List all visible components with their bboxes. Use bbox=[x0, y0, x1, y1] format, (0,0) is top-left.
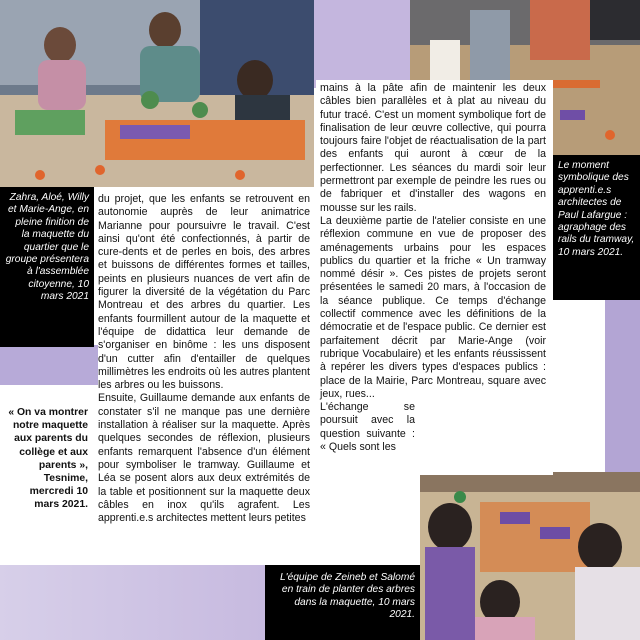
purple-band-bottom bbox=[0, 565, 280, 640]
paragraph: La deuxième partie de l'atelier consiste en une réflexion commune en vue de proposer des aménagements urbains pour les espaces publics du quartier et la friche « Un tramway nommé désir ». Ces pistes de projets seront présentées le samedi 20 mars, à l'occasion de la séance publique. Ce temps d'échange collectif commence avec les définitions de la démocratie et de l'espace public. Ce dernier est parfaitement décrit par Marie-Ange (voir rubrique Vocabulaire) et les enfants réussissent à repérer les divers types d'espaces publics : place de la Mairie, Parc Montreau, square avec jeux, rues... bbox=[320, 214, 546, 400]
pull-quote-author: Tesnime, mercredi 10 mars 2021. bbox=[29, 473, 88, 511]
purple-band-top bbox=[314, 0, 410, 88]
purple-band-right bbox=[605, 300, 640, 475]
purple-band-middle bbox=[0, 345, 98, 385]
caption-top-left: Zahra, Aloé, Willy et Marie-Ange, en pleine finition de la maquette du quartier que le groupe présentera à l'assemblée citoyenne, 10 mars 2021 bbox=[5, 192, 89, 303]
text-column-left bbox=[98, 193, 310, 525]
pull-quote-text: « On va montrer notre maquette aux parents du collège et aux parents », bbox=[8, 407, 88, 471]
photo-planting-trees bbox=[420, 472, 640, 640]
paragraph: L'échange se poursuit avec la question suivante : « Quels sont les bbox=[320, 401, 415, 454]
paragraph: mains à la pâte afin de maintenir les deux câbles bien parallèles et à plat au niveau du futur tracé. C'est un moment symbolique fort de finalisation de leur œuvre collective, qui pourra toujours faire l'objet de réactualisation de la part des enfants qui auront à cœur de la perfectionner. Les séances du mardi soir leur permettront par exemple de peindre les rues ou de fabriquer et d'installer des wagons en mousse sur les rails. bbox=[320, 82, 546, 214]
photo-children-model bbox=[0, 0, 314, 187]
caption-top-right: Le moment symbolique des apprenti.e.s architectes de Paul Lafargue : agraphage des rails du tramway, 10 mars 2021. bbox=[558, 160, 635, 258]
pull-quote bbox=[6, 406, 88, 512]
paragraph: du projet, que les enfants se retrouvent en autonomie auprès de leur animatrice Marianne pour poursuivre le travail. C'est ainsi qu'ont été confectionnés, à partir de cure-dents et de perles en bois, des arbres et buissons de différentes formes et tailles, peints en plusieurs nuances de vert afin de figurer la diversité de la végétation du Parc Montreau et des arbres du quartier. Les enfants fourmillent autour de la maquette et l'équipe de didattica leur demande de s'organiser en binôme : les uns disposent d'un cutter afin d'entailler de quelques millimètres les endroits où les autres plantent les arbres ou les buissons. bbox=[98, 193, 310, 392]
text-column-right bbox=[320, 82, 546, 454]
paragraph: Ensuite, Guillaume demande aux enfants de constater s'il ne manque pas une dernière installation à réaliser sur la maquette. Après quelques secondes de réflexion, plusieurs enfants remarquent l'absence d'un élément pour symboliser le tramway. Guillaume et Léa se posent alors aux deux extrémités de la table et positionnent sur la maquette deux câbles en inox qu'ils agrafent. Les apprenti.e.s architectes mettent leurs petites bbox=[98, 392, 310, 525]
caption-bottom: L'équipe de Zeineb et Salomé en train de planter des arbres dans la maquette, 10 mars 2021. bbox=[279, 572, 415, 621]
